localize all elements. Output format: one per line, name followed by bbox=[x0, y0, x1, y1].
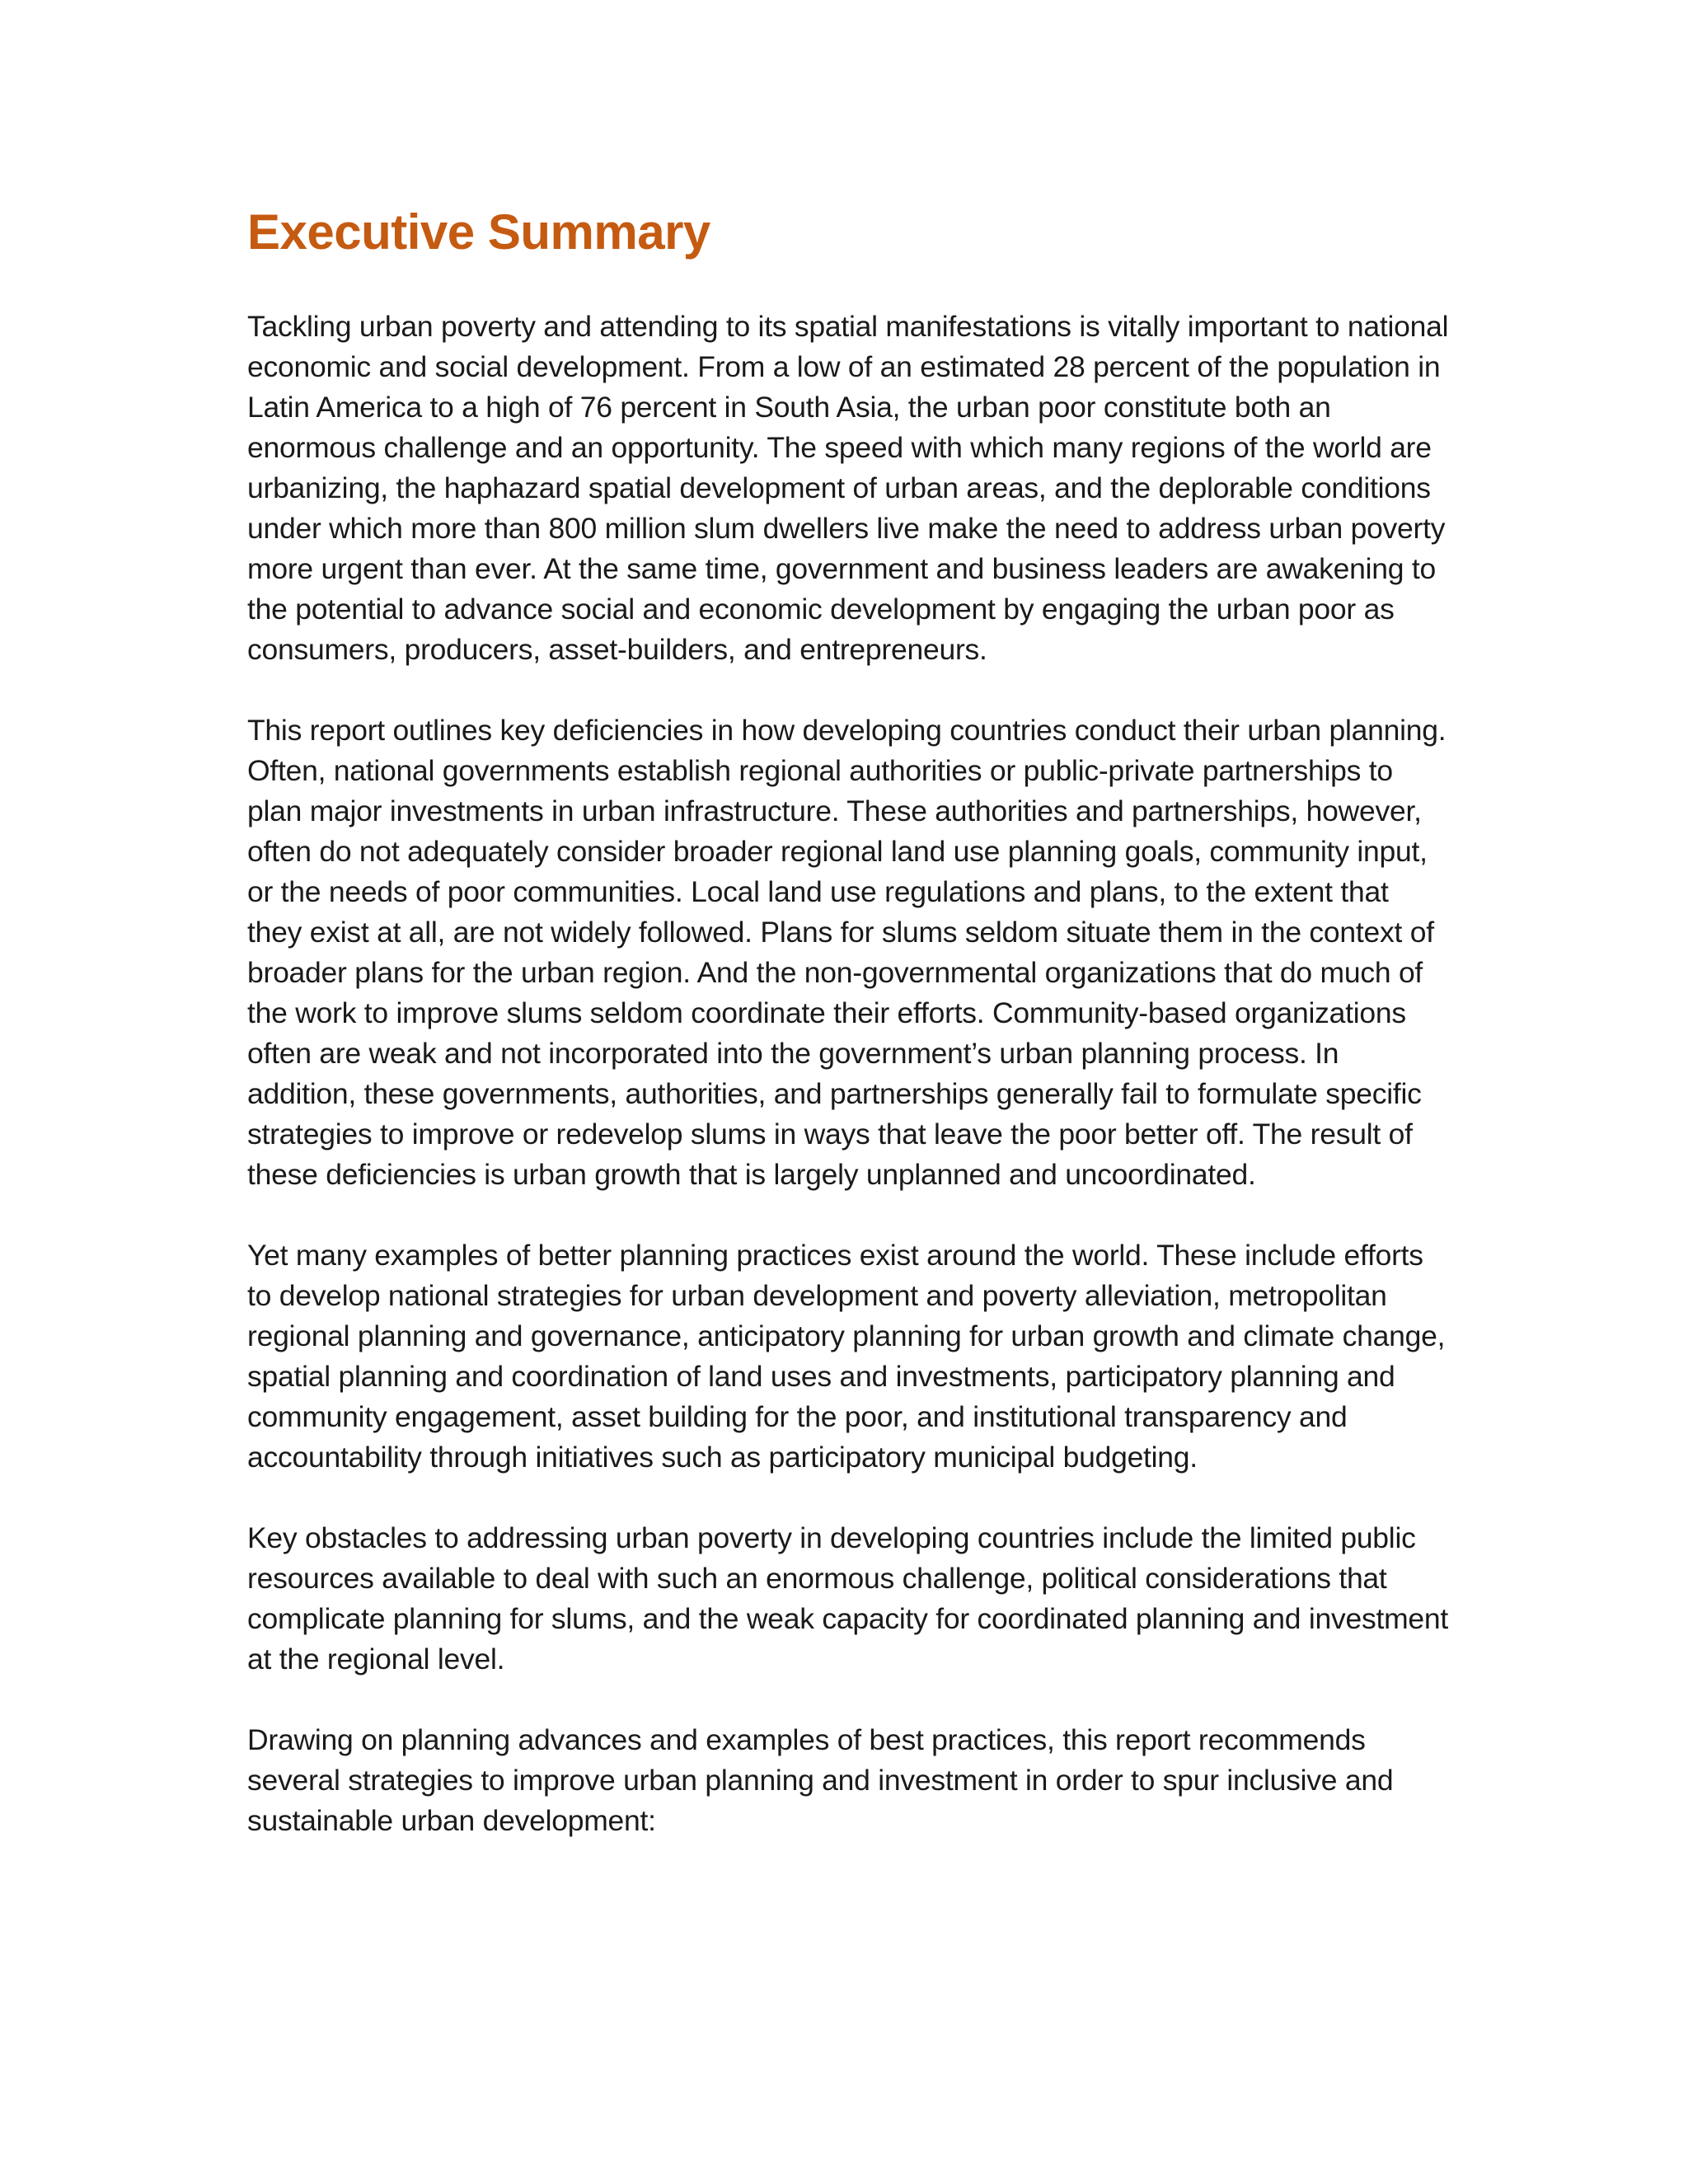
page-title: Executive Summary bbox=[247, 204, 710, 260]
paragraph-key-obstacles: Key obstacles to addressing urban poverty in developing countries include the limited public resources available to deal with such an enormous challenge, political considerations that complicate planning for slums, and the weak capacity for coordinated planning and investment at the regional level. bbox=[247, 1521, 1449, 1675]
paragraph-intro: Tackling urban poverty and attending to its spatial manifestations is vitally important to national economic and social development. From a low of an estimated 28 percent of the population in Latin America to a high of 76 percent in South Asia, the urban poor constitute both an enormous challenge and an opportunity. The speed with which many regions of the world are urbanizing, the haphazard spatial development of urban areas, and the deplorable conditions under which more than 800 million slum dwellers live make the need to address urban poverty more urgent than ever. At the same time, government and business leaders are awakening to the potential to advance social and economic development by engaging the urban poor as consumers, producers, asset-builders, and entrepreneurs. bbox=[247, 310, 1449, 666]
paragraph-recommendations: Drawing on planning advances and examples of best practices, this report recommends several strategies to improve urban planning and investment in order to spur inclusive and sustainable urban development: bbox=[247, 1723, 1394, 1837]
body-text bbox=[247, 307, 1451, 1841]
page-content bbox=[247, 198, 1451, 1841]
paragraph-better-practices: Yet many examples of better planning practices exist around the world. These include efforts to develop national strategies for urban development and poverty alleviation, metropolitan regional planning and governance, anticipatory planning for urban growth and climate change, spatial planning and coordination of land uses and investments, participatory planning and community engagement, asset building for the poor, and institutional transparency and accountability through initiatives such as participatory municipal budgeting. bbox=[247, 1239, 1446, 1474]
paragraph-planning-deficiencies: This report outlines key deficiencies in how developing countries conduct their urban planning. Often, national governments establish regional authorities or public-private partnerships to plan major investments in urban infrastructure. These authorities and partnerships, however, often do not adequately consider broader regional land use planning goals, community input, or the needs of poor communities. Local land use regulations and plans, to the extent that they exist at all, are not widely followed. Plans for slums seldom situate them in the context of broader plans for the urban region. And the non-governmental organizations that do much of the work to improve slums seldom coordinate their efforts. Community-based organizations often are weak and not incorporated into the government’s urban planning process. In addition, these governments, authorities, and partnerships generally fail to formulate specific strategies to improve or redevelop slums in ways that leave the poor better off. The result of these deficiencies is urban growth that is largely unplanned and uncoordinated. bbox=[247, 714, 1447, 1191]
